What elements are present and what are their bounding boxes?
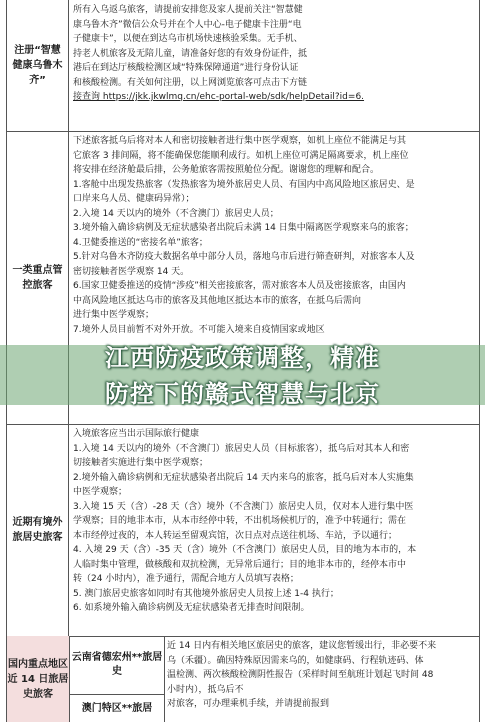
- text-line: 4. 入境 29 天（含）-35 天（含）境外（不含澳门）旅居史人员，目的地为本市的，本: [73, 545, 417, 555]
- text-line: 所有入乌返乌旅客，请提前安排您及家人提前关注“智慧健: [73, 5, 303, 15]
- help-link[interactable]: 接查询 https://jkk.jkwlmq.cn/ehc-portal-web/sdk/helpDetail?id=6.: [73, 92, 365, 102]
- text-line: 它旅客 3 排间隔，将不能确保您能顺利成行。如机上座位可满足隔离要求，机上座位: [73, 150, 409, 161]
- text-line: 近 14 日内有相关地区旅居史的旅客，建议您暂缓出行，非必要不来: [167, 641, 437, 651]
- text-line: 5. 澳门旅居史旅客如同时有其他境外旅居史人员按上述 1-4 执行；: [73, 588, 339, 599]
- text-line: 小时内），抵乌后不: [167, 684, 244, 695]
- row-label: 注册“智慧健康乌鲁木齐”: [7, 0, 69, 131]
- text-line: 中高风险地区抵达乌市的旅客及其他地区抵达本市的旅客，在抵乌后需向: [73, 295, 362, 306]
- sub-label-macau: 澳门特区**旅居: [70, 695, 165, 722]
- text-line: 中医学观察；: [73, 487, 128, 497]
- row-content: [73, 3, 475, 131]
- sub-label-yunnan: 云南省德宏州**旅居史: [70, 636, 165, 695]
- text-line: 1.客舱中出现发热旅客（发热旅客为境外旅居史人员、有国内中高风险地区旅居史、是: [73, 179, 415, 190]
- row-register-health-card: [7, 0, 479, 132]
- row-content: [167, 639, 475, 712]
- row-content: [73, 427, 475, 636]
- text-line: 进行集中医学观察；: [73, 310, 155, 320]
- text-line: 3.入境 15 天（含）-28 天（含）境外（不含澳门）旅居史人员，仅对本人进行集中医: [73, 501, 414, 512]
- text-line: 人临时集中管理，做核酸和双抗检测，无异常后通行；目的地非本市的，经停本市中: [73, 559, 407, 570]
- text-line: 子健康卡”，以便在到达乌市机场快速核验采集。无手机、: [73, 34, 303, 44]
- text-line: 1.入境 14 天以内的境外（不含澳门）旅居史人员（目标旅客），抵乌后对其本人和密: [73, 443, 410, 454]
- text-line: 和核酸检测。有关如何注册，以上网浏览旅客可点击下方链: [73, 77, 308, 88]
- row-label: 国内重点地区近 14 日旅居史旅客: [7, 636, 70, 722]
- text-line: 乌（禾疆）。确因特殊原因需来乌的，如健康码、行程轨迹码、体: [167, 655, 424, 666]
- text-line: 持老人机旅客及无陪儿童，请准备好您的有效身份证件，抵: [73, 48, 308, 59]
- text-line: 切接触者实施进行集中医学观察；: [73, 458, 209, 468]
- text-line: 学观察；目的地非本市，从本市经停中转，不出机场候机厅的，准予中转通行；需在: [73, 516, 407, 526]
- text-line: 4.卫健委推送的“密接名单”旅客；: [73, 237, 208, 248]
- row-domestic-key-areas: [7, 636, 479, 722]
- text-line: 3.境外输入确诊病例及无症状感染者出院后未满 14 日集中隔离医学观察来乌的旅客；: [73, 223, 414, 233]
- text-line: 将安排在经济舱最后排，公务舱旅客需按照舱位分配。谢谢您的理解和配合。: [73, 165, 380, 175]
- text-line: 温检测、两次核酸检测阴性报告（采样时间至航班计划起飞时间 48: [167, 670, 434, 680]
- text-line: 口岸来乌人员、健康码异常）；: [73, 194, 195, 204]
- row-overseas-travel: [7, 424, 479, 637]
- text-line: 密切接触者医学观察 14 天。: [73, 266, 190, 277]
- text-line: 5.针对乌鲁木齐防疫大数据名单中部分人员，落地乌市后进行筛查研判，对旅客本人及: [73, 252, 415, 262]
- text-line: 康乌鲁木齐”微信公众号并在个人中心-电子健康卡注册“电: [73, 19, 302, 30]
- text-line: 2.入境 14 天以内的境外（不含澳门）旅居史人员；: [73, 208, 279, 219]
- headline-line-2: 防控下的赣式智慧与北京: [105, 380, 380, 408]
- headline-line-1: 江西防疫政策调整，精准: [105, 344, 380, 372]
- text-line: 本市经停过夜的，本人转运至留观宾馆，次日点对点送往机场、车站，予以通行；: [73, 530, 398, 541]
- text-line: 7.境外人员目前暂不对外开放。不可能入境来自疫情国家或地区: [73, 324, 325, 335]
- text-line: 对旅客，可办理乘机手续，并请提前报到: [167, 699, 330, 709]
- text-line: 下述旅客抵乌后将对本人和密切接触者进行集中医学观察，如机上座位不能满足与其: [73, 136, 407, 146]
- row-label: 一类重点管控旅客: [7, 131, 69, 424]
- text-line: 入境旅客应当出示国际旅行健康: [73, 429, 200, 439]
- text-line: 港后在到达厅核酸检测区域“特殊保障通道”进行身份认证: [73, 63, 299, 73]
- text-line: 6. 如系境外输入确诊病例及无症状感染者无排查时间限制。: [73, 603, 310, 613]
- text-line: 6.国家卫健委推送的疫情“涉疫”相关密接旅客，需对旅客本人员及密接旅客，由国内: [73, 281, 406, 291]
- text-line: 2.境外输入确诊病例和无症状感染者出院后 14 天内来乌的旅客，抵乌后对本人实施集: [73, 472, 414, 483]
- row-label: 近期有境外旅居史旅客: [7, 424, 69, 636]
- text-line: 转（24 小时内），准予通行，需配合地方人员填写表格；: [73, 574, 299, 584]
